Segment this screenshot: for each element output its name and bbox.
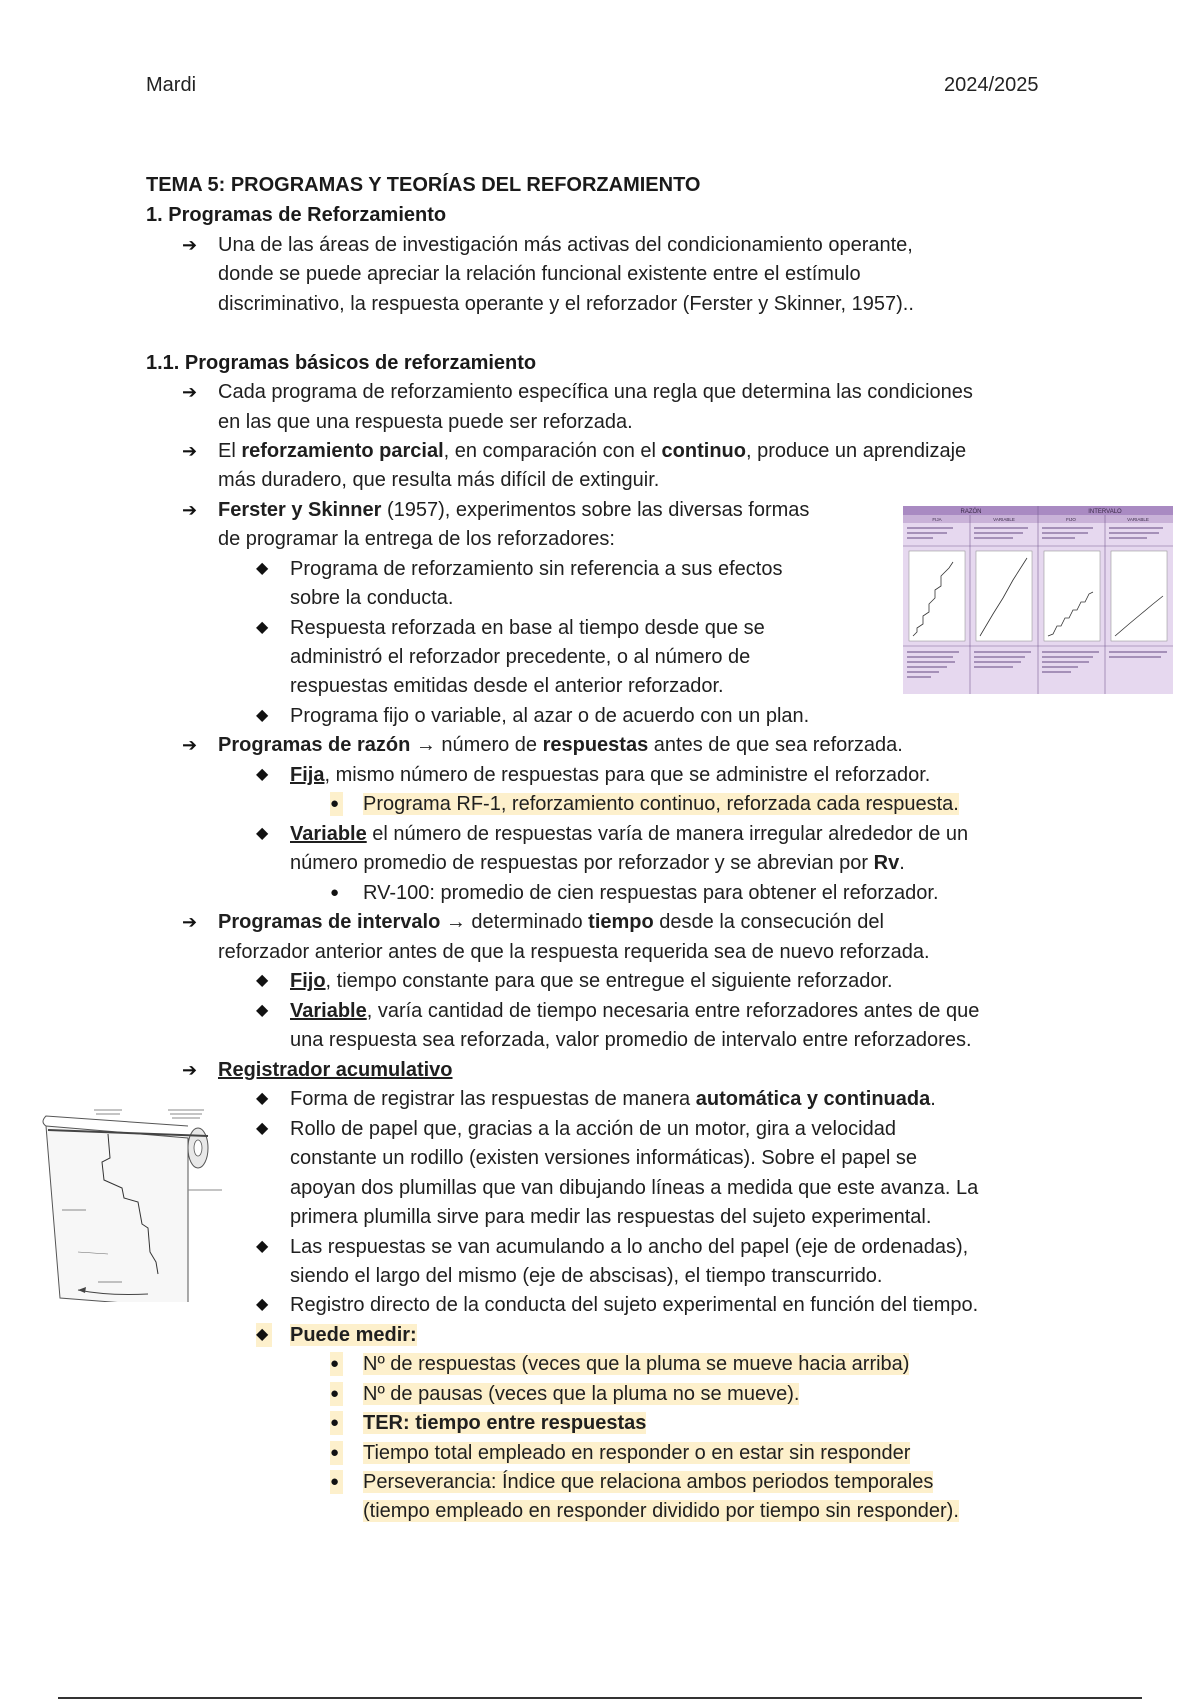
registrador-s2-1: Rollo de papel que, gracias a la acción de un motor, gira a velocidad <box>290 1118 896 1140</box>
b3-sub-1b: sobre la conducta. <box>290 587 454 609</box>
arrow-icon: ➔ <box>182 500 198 520</box>
table-header-razon: RAZÓN <box>960 509 982 515</box>
registrador-s5: Puede medir: <box>290 1324 417 1346</box>
bullet-icon: ● <box>330 792 343 816</box>
registrador-s1: Forma de registrar las respuestas de manera automática y continuada. <box>290 1088 936 1110</box>
diamond-icon: ◆ <box>256 619 269 636</box>
diamond-icon: ◆ <box>256 825 269 842</box>
arrow-icon: ➔ <box>182 912 198 932</box>
diamond-icon: ◆ <box>256 560 269 577</box>
b2-line-2: más duradero, que resulta más difícil de extinguir. <box>218 469 660 491</box>
recorder-paper-edge <box>43 1116 188 1126</box>
diamond-icon: ◆ <box>256 707 269 724</box>
measure-3: TER: tiempo entre respuestas <box>363 1412 647 1434</box>
graph-iv <box>1111 551 1167 641</box>
measure-4: Tiempo total empleado en responder o en estar sin responder <box>363 1442 911 1464</box>
bullet-icon: ● <box>330 1352 343 1376</box>
bullet-icon: ● <box>330 1382 343 1406</box>
bullet-icon: ● <box>330 884 340 901</box>
registrador-s4: Registro directo de la conducta del sujeto experimental en función del tiempo. <box>290 1294 979 1316</box>
razon-variable-2: número promedio de respuestas por reforzador y se abrevian por Rv. <box>290 852 905 874</box>
section-heading-1-1: 1.1. Programas básicos de reforzamiento <box>146 352 537 374</box>
registrador-s2-3: apoyan dos plumillas que van dibujando líneas a medida que este avanza. La <box>290 1177 979 1199</box>
diamond-icon: ◆ <box>256 1120 269 1137</box>
b3-line-1: Ferster y Skinner (1957), experimentos sobre las diversas formas <box>218 499 810 521</box>
b1-line-1: Cada programa de reforzamiento específica una regla que determina las condiciones <box>218 381 973 403</box>
b2-line-1: El reforzamiento parcial, en comparación con el continuo, produce un aprendizaje <box>218 440 967 462</box>
b1-line-2: en las que una respuesta puede ser reforzada. <box>218 411 633 433</box>
measure-5b: (tiempo empleado en responder dividido por tiempo sin responder). <box>363 1500 959 1522</box>
b3-sub-2c: respuestas emitidas desde el anterior reforzador. <box>290 675 724 697</box>
table-col-2: VARIABLE <box>993 517 1015 522</box>
table-col-3: FIJO <box>1066 517 1076 522</box>
intro-line-3: discriminativo, la respuesta operante y el reforzador (Ferster y Skinner, 1957).. <box>218 293 914 315</box>
table-col-1: FIJA <box>932 517 942 522</box>
header-left: Mardi <box>146 74 197 96</box>
arrow-icon: ➔ <box>182 1060 198 1080</box>
graph-if <box>1044 551 1100 641</box>
arrow-icon: ➔ <box>182 235 198 255</box>
cumulative-recorder-figure <box>38 1102 226 1302</box>
section-heading-1: 1. Programas de Reforzamiento <box>146 204 447 226</box>
header-right: 2024/2025 <box>944 74 1039 96</box>
intervalo-line-2: reforzador anterior antes de que la respuesta requerida sea de nuevo reforzada. <box>218 941 930 963</box>
page-title: TEMA 5: PROGRAMAS Y TEORÍAS DEL REFORZAMIENTO <box>146 174 701 196</box>
diamond-icon: ◆ <box>256 1090 269 1107</box>
intro-line-1: Una de las áreas de investigación más activas del condicionamiento operante, <box>218 234 913 256</box>
registrador-s3-1: Las respuestas se van acumulando a lo ancho del papel (eje de ordenadas), <box>290 1236 969 1258</box>
arrow-icon: ➔ <box>182 441 198 461</box>
razon-variable-1: Variable el número de respuestas varía de manera irregular alrededor de un <box>290 823 969 845</box>
footer-divider <box>58 1697 1142 1699</box>
diamond-icon: ◆ <box>256 972 269 989</box>
schedules-table-figure <box>903 506 1173 694</box>
bullet-icon: ● <box>330 1411 343 1435</box>
bullet-icon: ● <box>330 1470 343 1494</box>
recorder-paper <box>46 1126 188 1302</box>
razon-line: Programas de razón → número de respuestas antes de que sea reforzada. <box>218 734 903 756</box>
b3-sub-2a: Respuesta reforzada en base al tiempo desde que se <box>290 617 765 639</box>
diamond-icon: ◆ <box>256 766 269 783</box>
razon-fija-sub: Programa RF-1, reforzamiento continuo, reforzada cada respuesta. <box>363 793 959 815</box>
b3-line-2: de programar la entrega de los reforzadores: <box>218 528 615 550</box>
table-header-intervalo: INTERVALO <box>1088 509 1122 515</box>
diamond-icon: ◆ <box>256 1238 269 1255</box>
diamond-icon: ◆ <box>256 1296 269 1313</box>
razon-variable-sub: RV-100: promedio de cien respuestas para obtener el reforzador. <box>363 882 939 904</box>
registrador-heading: Registrador acumulativo <box>218 1059 453 1081</box>
diamond-icon: ◆ <box>256 1002 269 1019</box>
arrow-icon: ➔ <box>182 382 198 402</box>
arrow-icon: ➔ <box>182 735 198 755</box>
razon-fija: Fija, mismo número de respuestas para que se administre el reforzador. <box>290 764 931 786</box>
registrador-s2-2: constante un rodillo (existen versiones informáticas). Sobre el papel se <box>290 1147 917 1169</box>
registrador-s3-2: siendo el largo del mismo (eje de abscisas), el tiempo transcurrido. <box>290 1265 883 1287</box>
diamond-icon: ◆ <box>256 1323 272 1347</box>
table-col-4: VARIABLE <box>1127 517 1149 522</box>
b3-sub-2b: administró el reforzador precedente, o al número de <box>290 646 751 668</box>
measure-1: Nº de respuestas (veces que la pluma se mueve hacia arriba) <box>363 1353 910 1375</box>
intervalo-fijo: Fijo, tiempo constante para que se entregue el siguiente reforzador. <box>290 970 893 992</box>
measure-5a: Perseverancia: Índice que relaciona ambos periodos temporales <box>363 1471 934 1493</box>
measure-2: Nº de pausas (veces que la pluma no se mueve). <box>363 1383 800 1405</box>
intervalo-variable-2: una respuesta sea reforzada, valor promedio de intervalo entre reforzadores. <box>290 1029 972 1051</box>
registrador-s2-4: primera plumilla sirve para medir las respuestas del sujeto experimental. <box>290 1206 932 1228</box>
bullet-icon: ● <box>330 1441 343 1465</box>
intervalo-variable-1: Variable, varía cantidad de tiempo necesaria entre reforzadores antes de que <box>290 1000 980 1022</box>
b3-sub-1a: Programa de reforzamiento sin referencia a sus efectos <box>290 558 783 580</box>
b3-sub-3: Programa fijo o variable, al azar o de acuerdo con un plan. <box>290 705 810 727</box>
intro-line-2: donde se puede apreciar la relación funcional existente entre el estímulo <box>218 263 861 285</box>
intervalo-line-1: Programas de intervalo → determinado tiempo desde la consecución del <box>218 911 884 933</box>
